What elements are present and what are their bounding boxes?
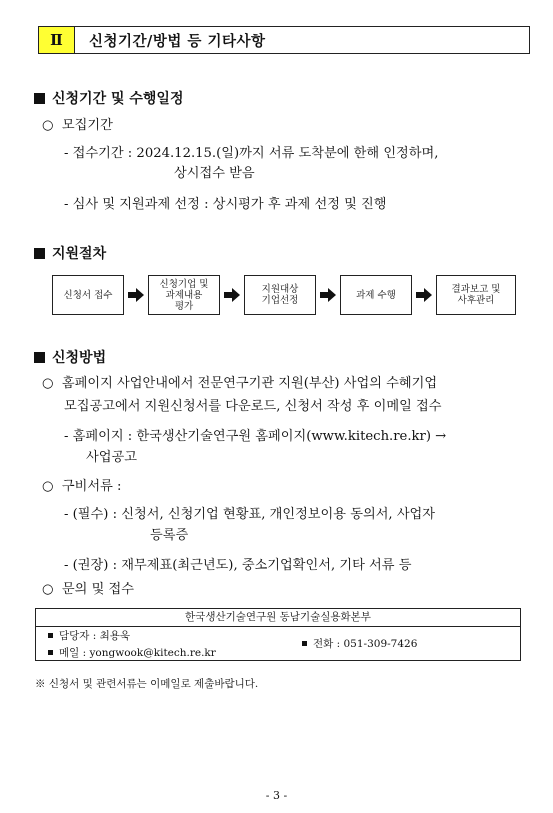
section-header [38, 26, 530, 54]
receipt-period-line-2: 상시접수 받음 [174, 166, 255, 181]
footnote: ※ 신청서 및 관련서류는 이메일로 제출바랍니다. [35, 678, 259, 690]
flow-step-1: 신청서 접수 [52, 275, 124, 315]
small-square-bullet-icon [48, 633, 53, 638]
section-method-heading [34, 347, 106, 367]
receipt-period-line: - 접수기간 : 2024.12.15.(일)까지 서류 도착분에 한해 인정하며, [64, 146, 439, 161]
arrow-right-icon [416, 288, 432, 302]
contact-box [35, 608, 521, 661]
section-schedule-heading [34, 88, 183, 108]
homepage-url-line-2: 사업공고 [86, 450, 137, 465]
roman-numeral: Ⅱ [39, 27, 75, 53]
page-number: - 3 - [265, 789, 288, 802]
contact-phone: 전화 : 051-309-7426 [313, 638, 418, 650]
arrow-right-icon [128, 288, 144, 302]
required-docs-line: - (필수) : 신청서, 신청기업 현황표, 개인정보이용 동의서, 사업자 [64, 507, 436, 522]
documents-bullet [42, 478, 122, 496]
section-procedure-title: 지원절차 [52, 246, 107, 262]
flow-step-4: 과제 수행 [340, 275, 412, 315]
contact-manager-row [48, 628, 130, 643]
recommended-docs-line: - (권장) : 재무제표(최근년도), 중소기업확인서, 기타 서류 등 [64, 558, 412, 573]
arrow-right-icon [320, 288, 336, 302]
contact-email-row [48, 645, 216, 660]
recruit-period-bullet [42, 117, 113, 135]
homepage-line-2: 모집공고에서 지원신청서를 다운로드, 신청서 작성 후 이메일 접수 [64, 399, 442, 414]
circle-bullet-icon: ○ [42, 118, 54, 133]
arrow-right-icon [224, 288, 240, 302]
inquiry-bullet [42, 581, 134, 599]
contact-phone-row [302, 636, 417, 651]
circle-bullet-icon: ○ [42, 376, 54, 391]
section-method-title: 신청방법 [52, 350, 107, 366]
homepage-paragraph [42, 375, 437, 393]
recruit-period-label: 모집기간 [61, 118, 113, 133]
flow-step-3: 지원대상 기업선정 [244, 275, 316, 315]
required-docs-line-2: 등록증 [150, 528, 189, 543]
square-bullet-icon [34, 248, 45, 259]
circle-bullet-icon: ○ [42, 582, 54, 597]
small-square-bullet-icon [48, 650, 53, 655]
small-square-bullet-icon [302, 641, 307, 646]
selection-line: - 심사 및 지원과제 선정 : 상시평가 후 과제 선정 및 진행 [64, 197, 387, 212]
contact-email[interactable]: 메일 : yongwook@kitech.re.kr [59, 647, 216, 659]
contact-org: 한국생산기술연구원 동남기술실용화본부 [36, 609, 520, 627]
flow-step-2: 신청기업 및 과제내용 평가 [148, 275, 220, 315]
section-header-title: 신청기간/방법 등 기타사항 [89, 32, 266, 50]
inquiry-label: 문의 및 접수 [61, 582, 134, 597]
square-bullet-icon [34, 352, 45, 363]
flow-step-5: 결과보고 및 사후관리 [436, 275, 516, 315]
homepage-url-line: - 홈페이지 : 한국생산기술연구원 홈페이지(www.kitech.re.kr) → [64, 429, 447, 444]
section-schedule-title: 신청기간 및 수행일정 [52, 91, 184, 107]
square-bullet-icon [34, 93, 45, 104]
procedure-flow [52, 275, 522, 315]
documents-label: 구비서류 : [61, 479, 122, 494]
circle-bullet-icon: ○ [42, 479, 54, 494]
contact-manager: 담당자 : 최용욱 [59, 630, 131, 642]
section-procedure-heading [34, 243, 106, 263]
homepage-line-1: 홈페이지 사업안내에서 전문연구기관 지원(부산) 사업의 수혜기업 [61, 376, 438, 391]
